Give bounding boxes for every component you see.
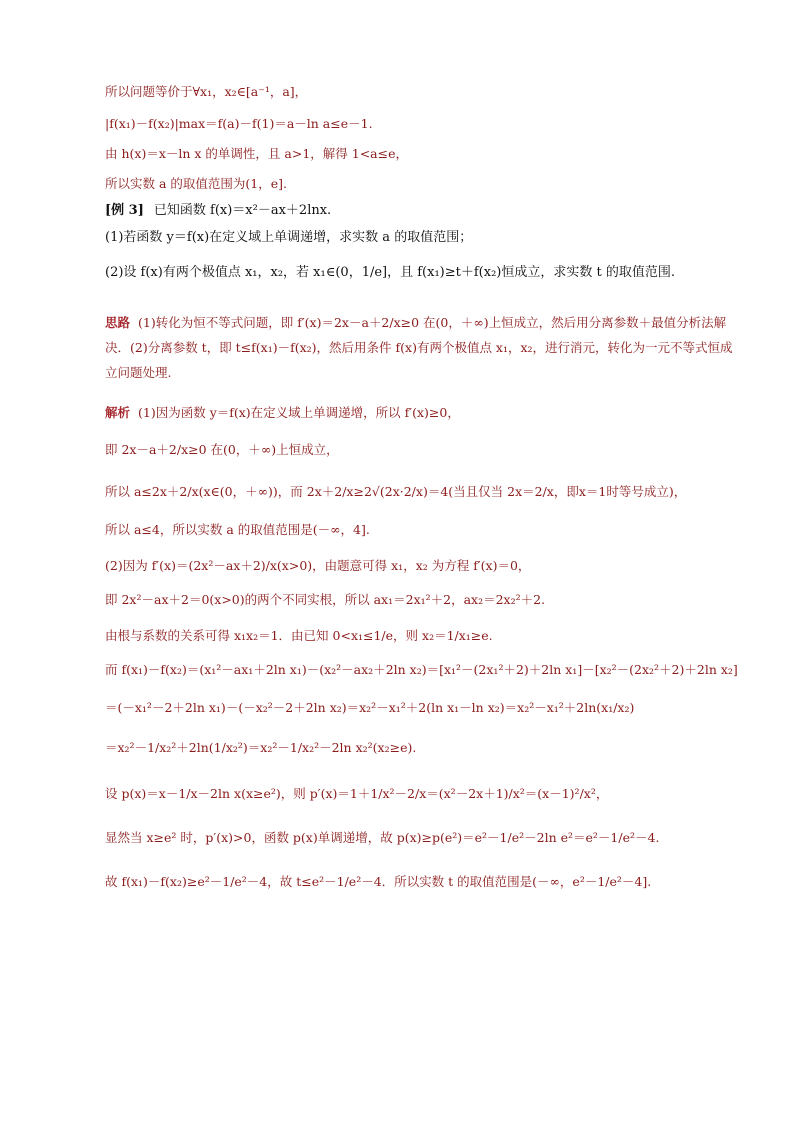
text-line: |f(x₁)－f(x₂)|max＝f(a)－f(1)＝a－ln a≤e－1. [105,116,373,131]
question-2: (2)设 f(x)有两个极值点 x₁，x₂，若 x₁∈(0，1/e]，且 f(x₁)≥t＋f(x₂)恒成立，求实数 t 的取值范围. [105,265,675,280]
idea-paragraph [105,310,735,385]
example-heading [105,201,745,221]
text-line: 显然当 x≥e² 时，p′(x)>0，函数 p(x)单调递增，故 p(x)≥p(e²)＝e²－1/e²－2ln e²＝e²－1/e²－4. [105,830,660,845]
text-line: ＝(－x₁²－2＋2ln x₁)－(－x₂²－2＋2ln x₂)＝x₂²－x₁²＋2(ln x₁－ln x₂)＝x₂²－x₁²＋2ln(x₁/x₂) [105,700,635,715]
idea-label: 思路 [105,315,131,330]
text-line: 由根与系数的关系可得 x₁x₂＝1．由已知 0<x₁≤1/e，则 x₂＝1/x₁≥e. [105,628,493,643]
text-line: 即 2x－a＋2/x≥0 在(0，＋∞)上恒成立， [105,442,339,457]
text-line: 而 f(x₁)－f(x₂)＝(x₁²－ax₁＋2ln x₁)－(x₂²－ax₂＋2ln x₂)＝[x₁²－(2x₁²＋2)＋2ln x₁]－[x₂²－(2x₂²＋2)＋2ln x₂] [105,662,738,677]
example-label: [例 3] [105,203,144,218]
text-line: 即 2x²－ax＋2＝0(x>0)的两个不同实根，所以 ax₁＝2x₁²＋2，ax₂＝2x₂²＋2. [105,592,546,607]
text-line: 所以实数 a 的取值范围为(1，e]. [105,176,287,191]
solution-text: (1)因为函数 y＝f(x)在定义域上单调递增，所以 f′(x)≥0， [138,405,460,420]
text-line: 所以问题等价于∀x₁，x₂∈[a⁻¹，a]， [105,84,308,99]
text-line: 所以 a≤2x＋2/x(x∈(0，＋∞))，而 2x＋2/x≥2√(2x·2/x)＝4(当且仅当 2x＝2/x，即x＝1时等号成立)， [105,484,687,499]
idea-text: (1)转化为恒不等式问题，即 f′(x)＝2x－a＋2/x≥0 在(0，＋∞)上恒成立，然后用分离参数＋最值分析法解决．(2)分离参数 t，即 t≤f(x₁)－f(x₂)，然后用条件 f(x)有两个极值点 x₁，x₂，进行消元，转化为一元不等式恒成立问题处理. [105,315,733,380]
example-text: 已知函数 f(x)＝x²－ax＋2lnx. [153,203,332,218]
text-line: (2)因为 f′(x)＝(2x²－ax＋2)/x(x>0)，由题意可得 x₁，x₂ 为方程 f′(x)＝0， [105,558,531,573]
text-line: 故 f(x₁)－f(x₂)≥e²－1/e²－4，故 t≤e²－1/e²－4．所以实数 t 的取值范围是(－∞，e²－1/e²－4]. [105,874,652,889]
text-line: ＝x₂²－1/x₂²＋2ln(1/x₂²)＝x₂²－1/x₂²－2ln x₂²(x₂≥e). [105,740,417,755]
question-1: (1)若函数 y＝f(x)在定义域上单调递增，求实数 a 的取值范围； [105,230,473,245]
solution-label: 解析 [105,405,131,420]
text-line: 设 p(x)＝x－1/x－2ln x(x≥e²)，则 p′(x)＝1＋1/x²－2/x＝(x²－2x＋1)/x²＝(x－1)²/x²， [105,786,609,801]
text-line: 所以 a≤4，所以实数 a 的取值范围是(－∞，4]. [105,522,370,537]
text-line: 由 h(x)＝x－ln x 的单调性，且 a>1，解得 1<a≤e， [105,146,408,161]
solution-line [105,403,745,423]
